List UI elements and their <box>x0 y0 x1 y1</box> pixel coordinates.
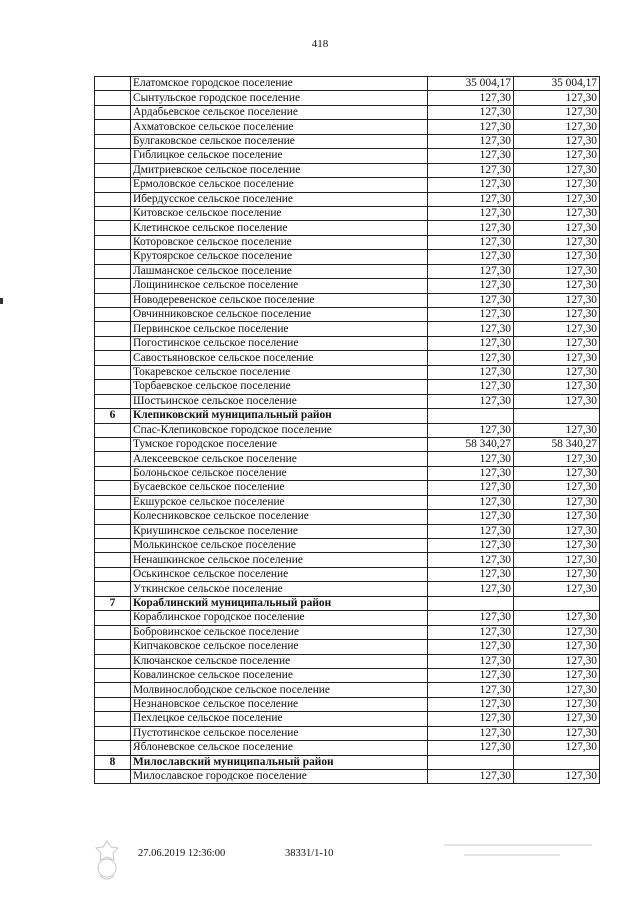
settlement-name: Гиблицкое сельское поселение <box>131 149 428 163</box>
value-column-1: 127,30 <box>428 466 514 480</box>
settlement-name: Екшурское сельское поселение <box>131 495 428 509</box>
value-column-1: 127,30 <box>428 654 514 668</box>
settlement-row <box>95 437 600 451</box>
value-column-2: 127,30 <box>514 683 600 697</box>
value-column-2: 127,30 <box>514 625 600 639</box>
value-column-1: 127,30 <box>428 206 514 220</box>
value-column-2: 127,30 <box>514 481 600 495</box>
district-row <box>95 596 600 610</box>
value-column-1: 127,30 <box>428 336 514 350</box>
row-number <box>95 149 131 163</box>
settlement-name: Лощининское сельское поселение <box>131 279 428 293</box>
settlement-name: Овчинниковское сельское поселение <box>131 308 428 322</box>
value-column-1: 127,30 <box>428 250 514 264</box>
settlement-row <box>95 120 600 134</box>
settlement-row <box>95 308 600 322</box>
settlement-name: Ненашкинское сельское поселение <box>131 553 428 567</box>
row-number <box>95 712 131 726</box>
budget-table <box>94 76 600 784</box>
row-number <box>95 539 131 553</box>
value-column-2: 127,30 <box>514 380 600 394</box>
value-column-1: 127,30 <box>428 567 514 581</box>
value-column-2: 127,30 <box>514 553 600 567</box>
value-column-2: 127,30 <box>514 264 600 278</box>
value-column-2: 127,30 <box>514 567 600 581</box>
row-number <box>95 741 131 755</box>
settlement-row <box>95 611 600 625</box>
value-column-1: 127,30 <box>428 235 514 249</box>
row-number <box>95 567 131 581</box>
settlement-name: Милославское городское поселение <box>131 770 428 784</box>
value-column-1: 127,30 <box>428 539 514 553</box>
value-column-1: 127,30 <box>428 510 514 524</box>
value-column-1: 127,30 <box>428 178 514 192</box>
settlement-row <box>95 625 600 639</box>
settlement-name: Шостьинское сельское поселение <box>131 394 428 408</box>
settlement-row <box>95 423 600 437</box>
row-number <box>95 524 131 538</box>
value-column-1: 127,30 <box>428 221 514 235</box>
value-column-2: 127,30 <box>514 250 600 264</box>
value-column-2: 127,30 <box>514 697 600 711</box>
row-number <box>95 625 131 639</box>
value-column-1: 127,30 <box>428 726 514 740</box>
district-row <box>95 409 600 423</box>
value-column-1: 127,30 <box>428 452 514 466</box>
settlement-row <box>95 481 600 495</box>
settlement-row <box>95 380 600 394</box>
value-column-2: 127,30 <box>514 365 600 379</box>
settlement-row <box>95 582 600 596</box>
row-number <box>95 77 131 91</box>
settlement-name: Пехлецкое сельское поселение <box>131 712 428 726</box>
value-column-2: 127,30 <box>514 770 600 784</box>
row-number <box>95 279 131 293</box>
value-column-2: 127,30 <box>514 279 600 293</box>
value-column-2: 127,30 <box>514 293 600 307</box>
row-number <box>95 640 131 654</box>
row-number <box>95 582 131 596</box>
settlement-name: Торбаевское сельское поселение <box>131 380 428 394</box>
value-column-2: 127,30 <box>514 495 600 509</box>
settlement-name: Ключанское сельское поселение <box>131 654 428 668</box>
footer-doc-code: 38331/1-10 <box>285 848 334 859</box>
row-number <box>95 105 131 119</box>
settlement-row <box>95 365 600 379</box>
value-column-2: 127,30 <box>514 163 600 177</box>
settlement-row <box>95 726 600 740</box>
row-number: 6 <box>95 409 131 423</box>
value-column-1: 35 004,17 <box>428 77 514 91</box>
settlement-row <box>95 91 600 105</box>
row-number <box>95 510 131 524</box>
settlement-name: Сынтульское городское поселение <box>131 91 428 105</box>
settlement-row <box>95 495 600 509</box>
value-column-2: 127,30 <box>514 582 600 596</box>
settlement-row <box>95 668 600 682</box>
settlement-name: Бусаевское сельское поселение <box>131 481 428 495</box>
settlement-row <box>95 206 600 220</box>
row-number <box>95 178 131 192</box>
value-column-1: 127,30 <box>428 394 514 408</box>
row-number <box>95 611 131 625</box>
value-column-1: 127,30 <box>428 91 514 105</box>
row-number <box>95 308 131 322</box>
settlement-row <box>95 235 600 249</box>
settlement-name: Молвинослободское сельское поселение <box>131 683 428 697</box>
row-number <box>95 365 131 379</box>
settlement-name: Незнановское сельское поселение <box>131 697 428 711</box>
row-number <box>95 163 131 177</box>
settlement-name: Первинское сельское поселение <box>131 322 428 336</box>
settlement-row <box>95 539 600 553</box>
row-number <box>95 380 131 394</box>
row-number <box>95 668 131 682</box>
settlement-row <box>95 250 600 264</box>
value-column-1: 127,30 <box>428 365 514 379</box>
settlement-row <box>95 163 600 177</box>
row-number <box>95 394 131 408</box>
settlement-row <box>95 264 600 278</box>
settlement-name: Которовское сельское поселение <box>131 235 428 249</box>
value-column-2: 127,30 <box>514 452 600 466</box>
settlement-row <box>95 192 600 206</box>
row-number <box>95 206 131 220</box>
settlement-name: Болоньское сельское поселение <box>131 466 428 480</box>
value-column-1: 127,30 <box>428 683 514 697</box>
settlement-row <box>95 524 600 538</box>
settlement-name: Погостинское сельское поселение <box>131 336 428 350</box>
row-number <box>95 336 131 350</box>
value-column-1: 127,30 <box>428 495 514 509</box>
row-number <box>95 134 131 148</box>
row-number <box>95 91 131 105</box>
value-column-2: 127,30 <box>514 322 600 336</box>
settlement-name: Милославский муниципальный район <box>131 755 428 769</box>
value-column-2: 127,30 <box>514 726 600 740</box>
value-column-2 <box>514 755 600 769</box>
settlement-name: Кораблинский муниципальный район <box>131 596 428 610</box>
row-number <box>95 264 131 278</box>
settlement-name: Яблоневское сельское поселение <box>131 741 428 755</box>
settlement-row <box>95 134 600 148</box>
row-number <box>95 495 131 509</box>
settlement-row <box>95 697 600 711</box>
value-column-1: 127,30 <box>428 279 514 293</box>
district-row <box>95 755 600 769</box>
settlement-name: Бобровинское сельское поселение <box>131 625 428 639</box>
settlement-row <box>95 567 600 581</box>
settlement-name: Крутоярское сельское поселение <box>131 250 428 264</box>
value-column-2: 127,30 <box>514 668 600 682</box>
settlement-name: Ковалинское сельское поселение <box>131 668 428 682</box>
settlement-row <box>95 553 600 567</box>
settlement-name: Колесниковское сельское поселение <box>131 510 428 524</box>
settlement-name: Ахматовское сельское поселение <box>131 120 428 134</box>
row-number <box>95 235 131 249</box>
settlement-name: Кипчаковское сельское поселение <box>131 640 428 654</box>
row-number <box>95 553 131 567</box>
value-column-1: 127,30 <box>428 105 514 119</box>
value-column-1: 127,30 <box>428 120 514 134</box>
value-column-1: 127,30 <box>428 770 514 784</box>
value-column-2: 127,30 <box>514 394 600 408</box>
value-column-1: 127,30 <box>428 264 514 278</box>
settlement-row <box>95 336 600 350</box>
settlement-name: Молькинское сельское поселение <box>131 539 428 553</box>
value-column-2: 127,30 <box>514 741 600 755</box>
settlement-row <box>95 322 600 336</box>
value-column-1 <box>428 596 514 610</box>
settlement-row <box>95 770 600 784</box>
row-number <box>95 654 131 668</box>
settlement-row <box>95 683 600 697</box>
value-column-2: 127,30 <box>514 640 600 654</box>
row-number <box>95 481 131 495</box>
settlement-name: Оськинское сельское поселение <box>131 567 428 581</box>
value-column-1: 127,30 <box>428 582 514 596</box>
settlement-name: Ибердусское сельское поселение <box>131 192 428 206</box>
scan-edge-mark <box>0 298 3 304</box>
value-column-2: 127,30 <box>514 423 600 437</box>
settlement-row <box>95 351 600 365</box>
value-column-1: 58 340,27 <box>428 437 514 451</box>
settlement-name: Токаревское сельское поселение <box>131 365 428 379</box>
settlement-row <box>95 510 600 524</box>
value-column-2: 127,30 <box>514 524 600 538</box>
settlement-row <box>95 293 600 307</box>
value-column-2: 127,30 <box>514 308 600 322</box>
value-column-2 <box>514 409 600 423</box>
settlement-row <box>95 149 600 163</box>
value-column-1: 127,30 <box>428 481 514 495</box>
settlement-name: Китовское сельское поселение <box>131 206 428 220</box>
row-number <box>95 322 131 336</box>
settlement-name: Елатомское городское поселение <box>131 77 428 91</box>
value-column-1: 127,30 <box>428 640 514 654</box>
value-column-2: 127,30 <box>514 91 600 105</box>
settlement-row <box>95 712 600 726</box>
settlement-name: Ермоловское сельское поселение <box>131 178 428 192</box>
budget-table-body <box>95 77 600 784</box>
settlement-name: Ардабьевское сельское поселение <box>131 105 428 119</box>
row-number <box>95 437 131 451</box>
value-column-2: 127,30 <box>514 221 600 235</box>
value-column-2: 127,30 <box>514 149 600 163</box>
value-column-2: 127,30 <box>514 611 600 625</box>
row-number <box>95 466 131 480</box>
settlement-row <box>95 394 600 408</box>
value-column-2: 35 004,17 <box>514 77 600 91</box>
value-column-1: 127,30 <box>428 149 514 163</box>
settlement-row <box>95 279 600 293</box>
value-column-2: 127,30 <box>514 539 600 553</box>
settlement-name: Лашманское сельское поселение <box>131 264 428 278</box>
value-column-1: 127,30 <box>428 611 514 625</box>
value-column-1 <box>428 755 514 769</box>
settlement-name: Тумское городское поселение <box>131 437 428 451</box>
row-number: 8 <box>95 755 131 769</box>
value-column-1: 127,30 <box>428 322 514 336</box>
row-number <box>95 293 131 307</box>
row-number <box>95 452 131 466</box>
value-column-2: 127,30 <box>514 120 600 134</box>
value-column-2: 127,30 <box>514 336 600 350</box>
row-number <box>95 697 131 711</box>
row-number <box>95 250 131 264</box>
settlement-name: Пустотинское сельское поселение <box>131 726 428 740</box>
settlement-row <box>95 640 600 654</box>
value-column-1: 127,30 <box>428 192 514 206</box>
value-column-2 <box>514 596 600 610</box>
value-column-2: 127,30 <box>514 466 600 480</box>
value-column-2: 127,30 <box>514 178 600 192</box>
row-number <box>95 726 131 740</box>
row-number <box>95 120 131 134</box>
value-column-1: 127,30 <box>428 134 514 148</box>
settlement-name: Кораблинское городское поселение <box>131 611 428 625</box>
value-column-2: 127,30 <box>514 510 600 524</box>
value-column-1: 127,30 <box>428 625 514 639</box>
settlement-row <box>95 654 600 668</box>
value-column-1 <box>428 409 514 423</box>
settlement-name: Дмитриевское сельское поселение <box>131 163 428 177</box>
row-number <box>95 221 131 235</box>
value-column-2: 127,30 <box>514 712 600 726</box>
value-column-2: 127,30 <box>514 206 600 220</box>
value-column-1: 127,30 <box>428 697 514 711</box>
settlement-row <box>95 221 600 235</box>
footer-timestamp: 27.06.2019 12:36:00 <box>138 848 226 859</box>
value-column-1: 127,30 <box>428 163 514 177</box>
row-number <box>95 351 131 365</box>
value-column-2: 127,30 <box>514 192 600 206</box>
settlement-name: Алексеевское сельское поселение <box>131 452 428 466</box>
value-column-2: 58 340,27 <box>514 437 600 451</box>
row-number: 7 <box>95 596 131 610</box>
settlement-name: Новодеревенское сельское поселение <box>131 293 428 307</box>
settlement-name: Булгаковское сельское поселение <box>131 134 428 148</box>
faint-signature-mark <box>442 838 602 864</box>
settlement-name: Клепиковский муниципальный район <box>131 409 428 423</box>
value-column-1: 127,30 <box>428 741 514 755</box>
settlement-row <box>95 105 600 119</box>
settlement-name: Спас-Клепиковское городское поселение <box>131 423 428 437</box>
settlement-name: Клетинское сельское поселение <box>131 221 428 235</box>
value-column-1: 127,30 <box>428 712 514 726</box>
page-number: 418 <box>311 38 329 50</box>
value-column-2: 127,30 <box>514 134 600 148</box>
value-column-1: 127,30 <box>428 668 514 682</box>
value-column-2: 127,30 <box>514 654 600 668</box>
row-number <box>95 423 131 437</box>
value-column-2: 127,30 <box>514 351 600 365</box>
settlement-name: Уткинское сельское поселение <box>131 582 428 596</box>
row-number <box>95 192 131 206</box>
settlement-row <box>95 741 600 755</box>
settlement-row <box>95 178 600 192</box>
settlement-name: Криушинское сельское поселение <box>131 524 428 538</box>
value-column-1: 127,30 <box>428 423 514 437</box>
settlement-row <box>95 466 600 480</box>
settlement-name: Савостьяновское сельское поселение <box>131 351 428 365</box>
settlement-row <box>95 452 600 466</box>
value-column-2: 127,30 <box>514 105 600 119</box>
row-number <box>95 683 131 697</box>
value-column-1: 127,30 <box>428 524 514 538</box>
value-column-1: 127,30 <box>428 293 514 307</box>
value-column-1: 127,30 <box>428 380 514 394</box>
value-column-2: 127,30 <box>514 235 600 249</box>
value-column-1: 127,30 <box>428 553 514 567</box>
settlement-row <box>95 77 600 91</box>
value-column-1: 127,30 <box>428 308 514 322</box>
value-column-1: 127,30 <box>428 351 514 365</box>
row-number <box>95 770 131 784</box>
